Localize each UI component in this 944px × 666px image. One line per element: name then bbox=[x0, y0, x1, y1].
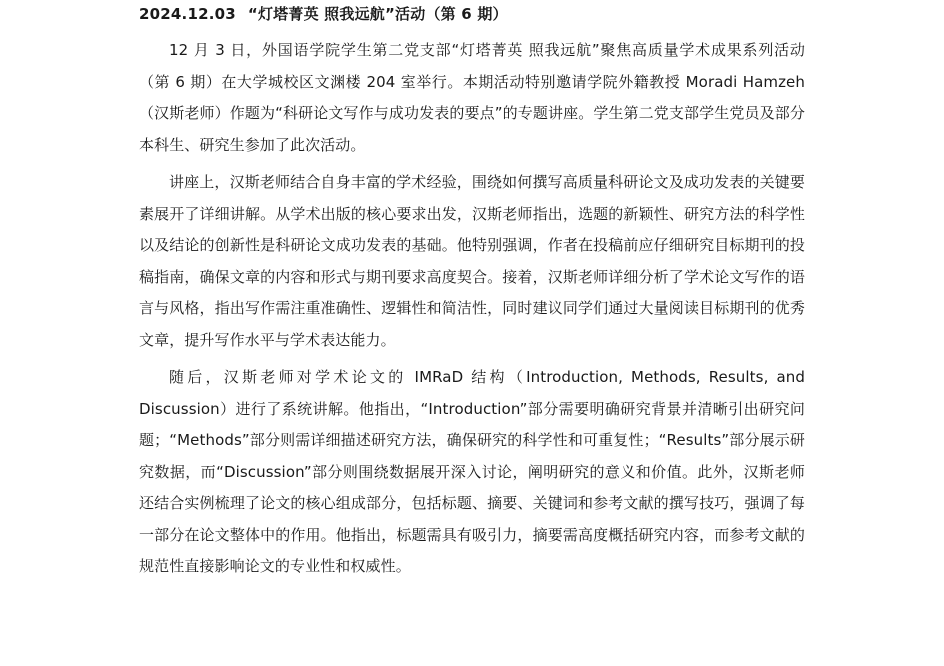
paragraph-3: 随后，汉斯老师对学术论文的 IMRaD 结构（Introduction, Methods, Results, and Discussion）进行了系统讲解。他指出，“Introduction”部分需要明确研究背景并清晰引出研究问题；“Methods”部分则需详细描述研究方法，确保研究的科学性和可重复性；“Results”部分展示研究数据，而“Discussion”部分则围绕数据展开深入讨论，阐明研究的意义和价值。此外，汉斯老师还结合实例梳理了论文的核心组成部分，包括标题、摘要、关键词和参考文献的撰写技巧，强调了每一部分在论文整体中的作用。他指出，标题需具有吸引力，摘要需高度概括研究内容，而参考文献的规范性直接影响论文的专业性和权威性。 bbox=[139, 368, 805, 575]
article bbox=[139, 0, 805, 589]
article-heading: “灯塔菁英 照我远航”活动（第 6 期） bbox=[247, 5, 508, 23]
article-date: 2024.12.03 bbox=[139, 5, 236, 23]
paragraph-2: 讲座上，汉斯老师结合自身丰富的学术经验，围绕如何撰写高质量科研论文及成功发表的关键要素展开了详细讲解。从学术出版的核心要求出发，汉斯老师指出，选题的新颖性、研究方法的科学性以及结论的创新性是科研论文成功发表的基础。他特别强调，作者在投稿前应仔细研究目标期刊的投稿指南，确保文章的内容和形式与期刊要求高度契合。接着，汉斯老师详细分析了学术论文写作的语言与风格，指出写作需注重准确性、逻辑性和简洁性，同时建议同学们通过大量阅读目标期刊的优秀文章，提升写作水平与学术表达能力。 bbox=[139, 173, 805, 349]
paragraph-1: 12 月 3 日，外国语学院学生第二党支部“灯塔菁英 照我远航”聚焦高质量学术成果系列活动（第 6 期）在大学城校区文渊楼 204 室举行。本期活动特别邀请学院外籍教授 Moradi Hamzeh（汉斯老师）作题为“科研论文写作与成功发表的要点”的专题讲座。学生第二党支部学生党员及部分本科生、研究生参加了此次活动。 bbox=[139, 41, 805, 154]
article-title bbox=[139, 0, 805, 28]
